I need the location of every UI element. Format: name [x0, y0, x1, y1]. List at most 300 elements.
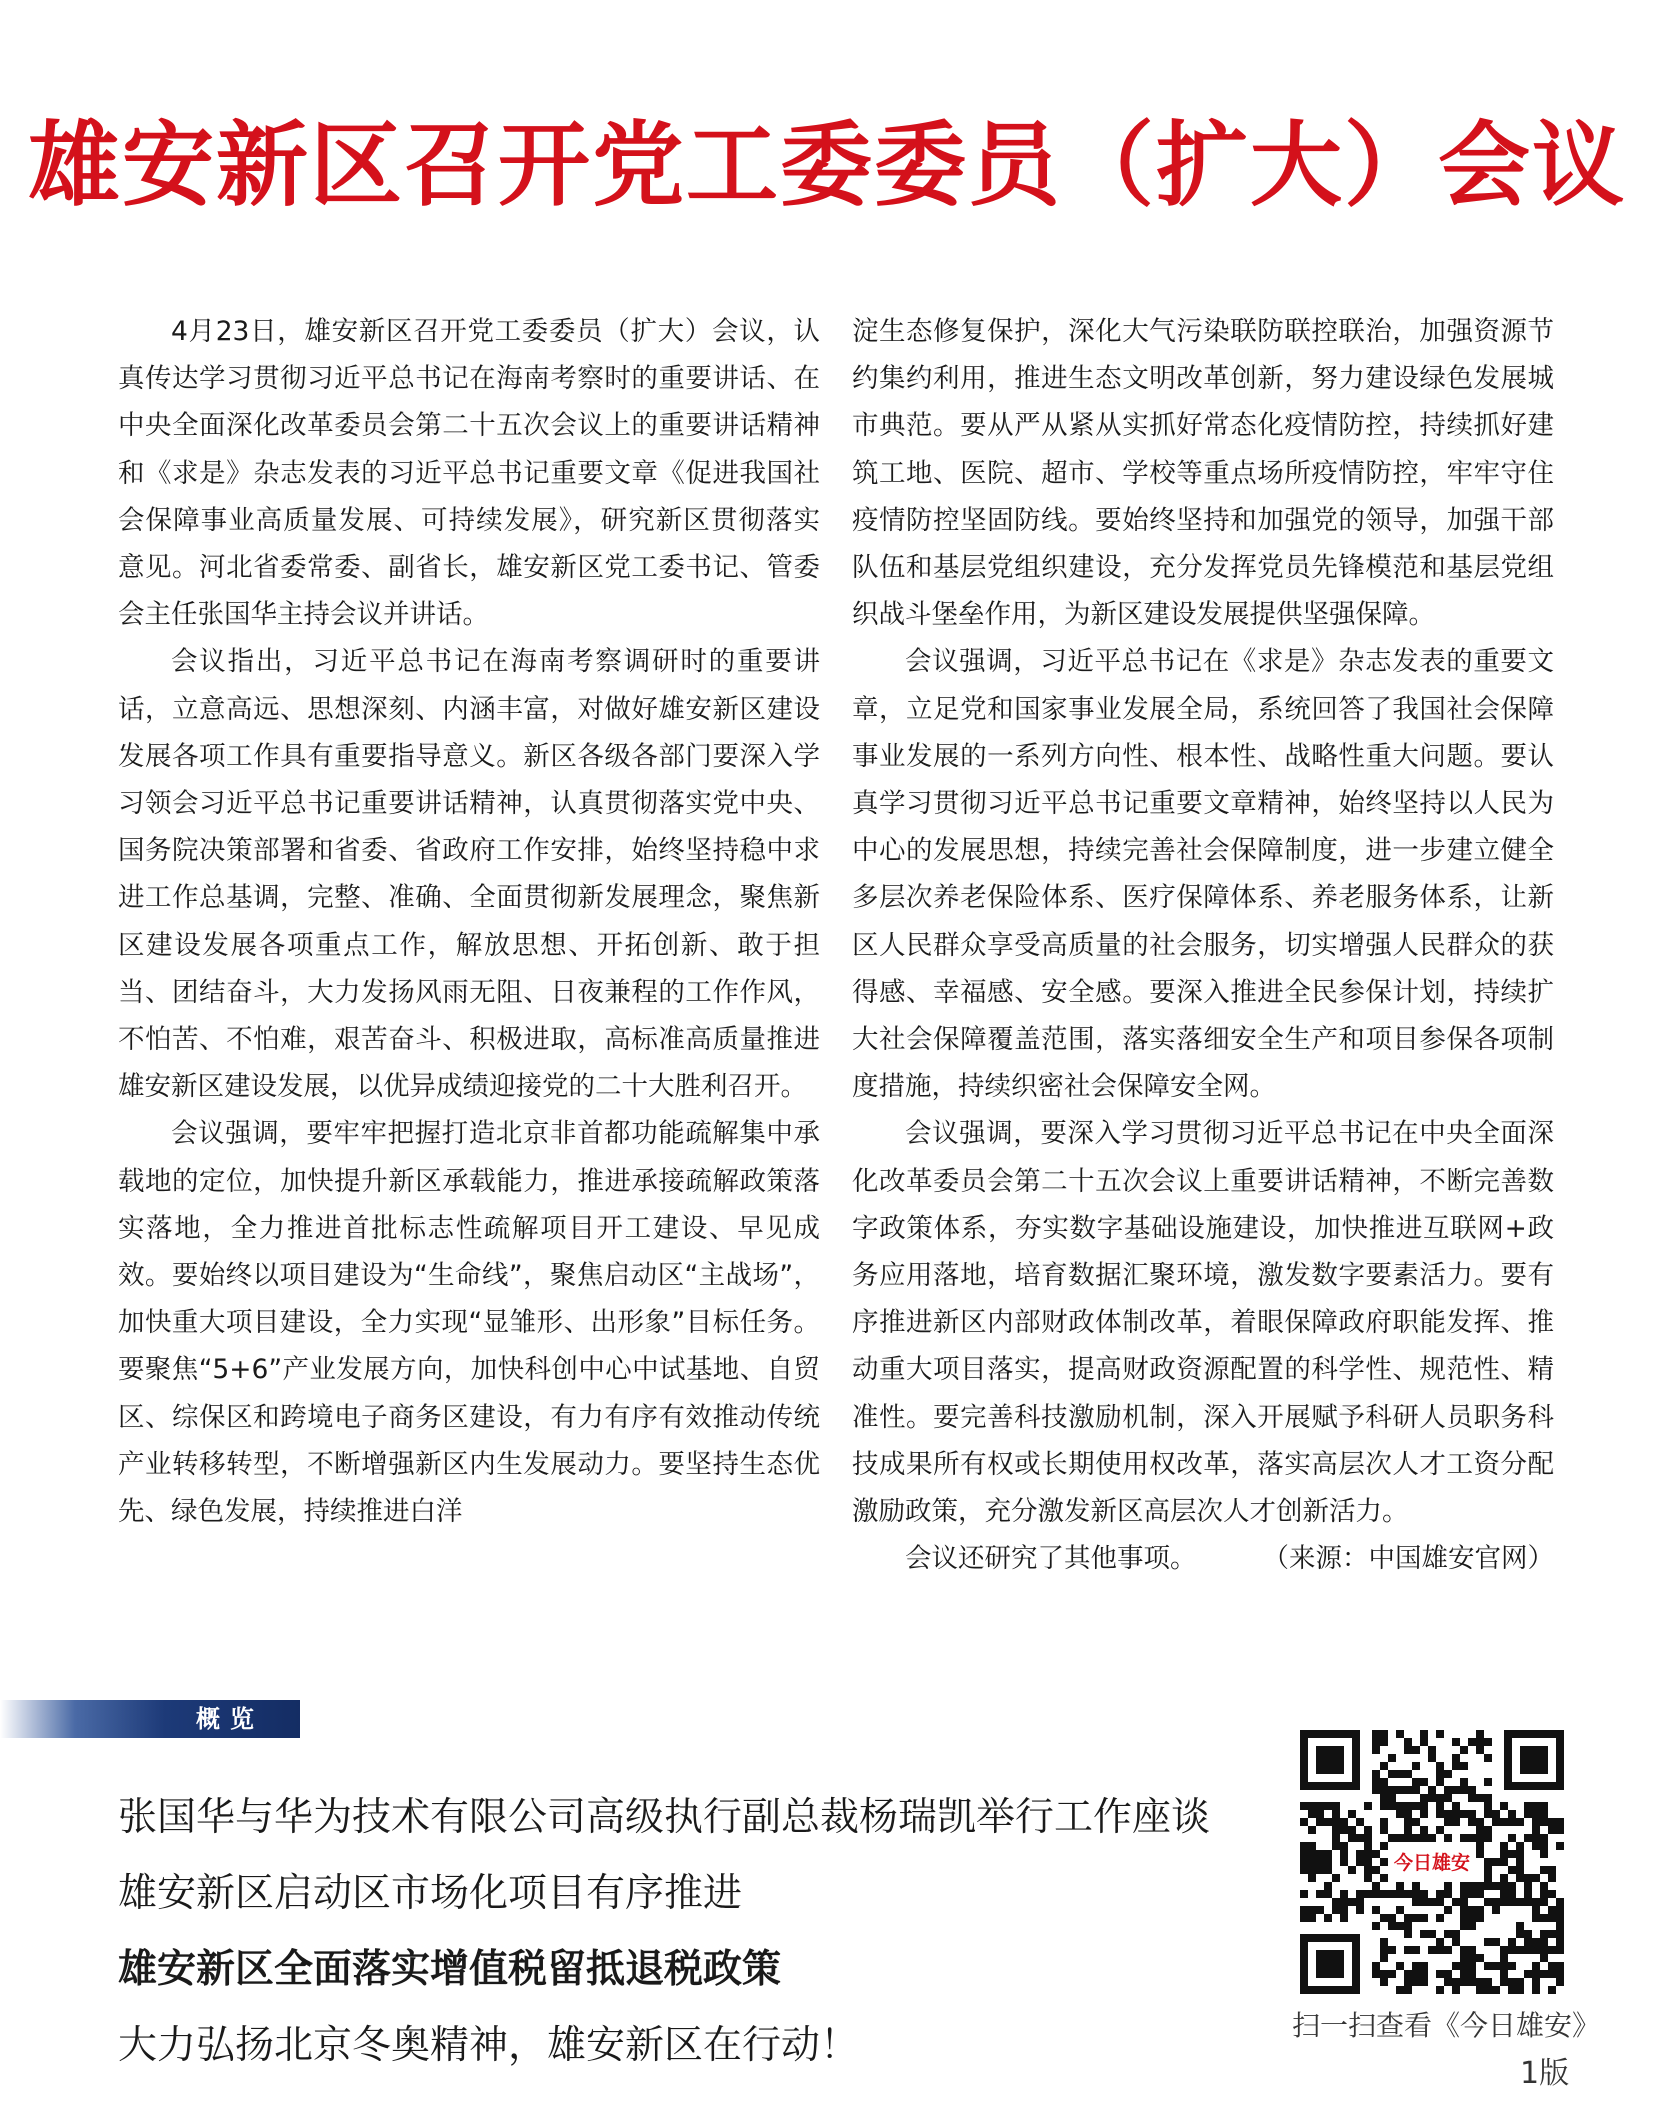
qr-module	[1484, 1794, 1492, 1802]
qr-module	[1516, 1850, 1524, 1858]
qr-module	[1324, 1802, 1332, 1810]
qr-module	[1412, 1746, 1420, 1754]
qr-module	[1388, 1970, 1396, 1978]
qr-module	[1524, 1946, 1532, 1954]
article-column-left	[118, 308, 820, 1535]
qr-module	[1404, 1810, 1412, 1818]
qr-module	[1460, 1922, 1468, 1930]
qr-module	[1540, 1842, 1548, 1850]
qr-module	[1460, 1954, 1468, 1962]
qr-module	[1460, 1946, 1468, 1954]
qr-module	[1492, 1986, 1500, 1994]
qr-module	[1556, 1922, 1564, 1930]
qr-module	[1300, 1906, 1308, 1914]
qr-module	[1420, 1834, 1428, 1842]
qr-module	[1396, 1890, 1404, 1898]
qr-finder	[1300, 1934, 1360, 1994]
qr-module	[1548, 1874, 1556, 1882]
qr-module	[1380, 1786, 1388, 1794]
qr-module	[1324, 1882, 1332, 1890]
qr-module	[1308, 1802, 1316, 1810]
qr-module	[1396, 1834, 1404, 1842]
qr-module	[1300, 1914, 1308, 1922]
qr-module	[1484, 1874, 1492, 1882]
qr-module	[1508, 1818, 1516, 1826]
qr-module	[1324, 1866, 1332, 1874]
qr-module	[1460, 1890, 1468, 1898]
qr-module	[1452, 1986, 1460, 1994]
qr-module	[1516, 1858, 1524, 1866]
qr-module	[1540, 1810, 1548, 1818]
qr-module	[1420, 1890, 1428, 1898]
qr-module	[1444, 1906, 1452, 1914]
qr-module	[1404, 1786, 1412, 1794]
qr-module	[1324, 1890, 1332, 1898]
qr-module	[1500, 1946, 1508, 1954]
qr-module	[1548, 1890, 1556, 1898]
qr-module	[1420, 1898, 1428, 1906]
qr-module	[1396, 1770, 1404, 1778]
qr-module	[1532, 1810, 1540, 1818]
qr-module	[1332, 1818, 1340, 1826]
qr-module	[1420, 1730, 1428, 1738]
qr-module	[1460, 1882, 1468, 1890]
qr-module	[1476, 1826, 1484, 1834]
qr-module	[1468, 1810, 1476, 1818]
qr-module	[1468, 1970, 1476, 1978]
qr-module	[1484, 1778, 1492, 1786]
qr-module	[1532, 1962, 1540, 1970]
overview-item[interactable]: 大力弘扬北京冬奥精神，雄安新区在行动！	[118, 2023, 860, 2068]
qr-module	[1452, 1738, 1460, 1746]
qr-code[interactable]	[1300, 1730, 1564, 1994]
qr-module	[1372, 1786, 1380, 1794]
qr-module	[1332, 1810, 1340, 1818]
qr-module	[1540, 1938, 1548, 1946]
qr-module	[1300, 1850, 1308, 1858]
qr-module	[1500, 1802, 1508, 1810]
qr-module	[1444, 1978, 1452, 1986]
qr-module	[1404, 1738, 1412, 1746]
qr-module	[1532, 1834, 1540, 1842]
qr-module	[1420, 1802, 1428, 1810]
qr-finder	[1300, 1730, 1360, 1790]
qr-module	[1500, 1850, 1508, 1858]
qr-module	[1300, 1842, 1308, 1850]
qr-module	[1556, 1826, 1564, 1834]
qr-module	[1396, 1730, 1404, 1738]
qr-module	[1364, 1866, 1372, 1874]
qr-module	[1340, 1906, 1348, 1914]
qr-module	[1356, 1858, 1364, 1866]
qr-module	[1452, 1754, 1460, 1762]
qr-module	[1460, 1898, 1468, 1906]
qr-module	[1444, 1770, 1452, 1778]
qr-module	[1492, 1882, 1500, 1890]
qr-module	[1332, 1802, 1340, 1810]
qr-module	[1372, 1962, 1380, 1970]
qr-module	[1316, 1890, 1324, 1898]
qr-module	[1516, 1874, 1524, 1882]
qr-module	[1388, 1786, 1396, 1794]
qr-module	[1372, 1922, 1380, 1930]
qr-module	[1380, 1954, 1388, 1962]
qr-module	[1476, 1890, 1484, 1898]
qr-module	[1372, 1746, 1380, 1754]
qr-module	[1452, 1962, 1460, 1970]
qr-module	[1428, 1834, 1436, 1842]
qr-module	[1524, 1970, 1532, 1978]
qr-module	[1372, 1778, 1380, 1786]
qr-module	[1468, 1978, 1476, 1986]
qr-module	[1380, 1978, 1388, 1986]
qr-module	[1340, 1858, 1348, 1866]
qr-module	[1380, 1938, 1388, 1946]
qr-module	[1548, 1826, 1556, 1834]
qr-module	[1500, 1954, 1508, 1962]
qr-module	[1380, 1874, 1388, 1882]
qr-module	[1468, 1738, 1476, 1746]
qr-module	[1340, 1818, 1348, 1826]
qr-module	[1436, 1810, 1444, 1818]
qr-module	[1364, 1874, 1372, 1882]
qr-module	[1316, 1810, 1324, 1818]
qr-module	[1460, 1746, 1468, 1754]
qr-module	[1548, 1914, 1556, 1922]
qr-module	[1404, 1930, 1412, 1938]
qr-module	[1548, 1946, 1556, 1954]
qr-module	[1420, 1978, 1428, 1986]
qr-module	[1468, 1954, 1476, 1962]
qr-module	[1308, 1914, 1316, 1922]
qr-module	[1396, 1986, 1404, 1994]
qr-module	[1308, 1874, 1316, 1882]
qr-module	[1484, 1882, 1492, 1890]
qr-module	[1460, 1978, 1468, 1986]
qr-module	[1356, 1850, 1364, 1858]
qr-module	[1540, 1802, 1548, 1810]
closing-text: 会议还研究了其他事项。	[905, 1543, 1197, 1575]
qr-module	[1300, 1858, 1308, 1866]
qr-module	[1460, 1962, 1468, 1970]
qr-module	[1460, 1786, 1468, 1794]
overview-item[interactable]: 张国华与华为技术有限公司高级执行副总裁杨瑞凯举行工作座谈	[118, 1795, 1211, 1840]
qr-module	[1436, 1890, 1444, 1898]
qr-module	[1556, 1914, 1564, 1922]
qr-module	[1396, 1922, 1404, 1930]
qr-module	[1324, 1818, 1332, 1826]
qr-module	[1388, 1802, 1396, 1810]
qr-module	[1388, 1770, 1396, 1778]
qr-module	[1348, 1834, 1356, 1842]
qr-module	[1508, 1986, 1516, 1994]
qr-module	[1420, 1914, 1428, 1922]
qr-module	[1324, 1858, 1332, 1866]
qr-module	[1308, 1858, 1316, 1866]
qr-module	[1476, 1738, 1484, 1746]
qr-module	[1476, 1818, 1484, 1826]
qr-module	[1332, 1898, 1340, 1906]
qr-module	[1524, 1938, 1532, 1946]
qr-module	[1308, 1826, 1316, 1834]
qr-module	[1436, 1730, 1444, 1738]
qr-module	[1340, 1842, 1348, 1850]
qr-module	[1476, 1882, 1484, 1890]
qr-module	[1332, 1906, 1340, 1914]
qr-module	[1532, 1946, 1540, 1954]
qr-module	[1428, 1794, 1436, 1802]
qr-module	[1468, 1914, 1476, 1922]
qr-module	[1372, 1906, 1380, 1914]
qr-module	[1532, 1986, 1540, 1994]
qr-module	[1436, 1898, 1444, 1906]
qr-module	[1508, 1946, 1516, 1954]
qr-module	[1300, 1866, 1308, 1874]
qr-module	[1436, 1938, 1444, 1946]
qr-logo-text: 今日雄安	[1393, 1852, 1471, 1874]
qr-module	[1508, 1962, 1516, 1970]
qr-module	[1556, 1946, 1564, 1954]
qr-module	[1412, 1778, 1420, 1786]
qr-module	[1428, 1754, 1436, 1762]
qr-module	[1484, 1858, 1492, 1866]
qr-module	[1380, 1826, 1388, 1834]
qr-module	[1436, 1970, 1444, 1978]
qr-module	[1316, 1906, 1324, 1914]
article-paragraph: 会议指出，习近平总书记在海南考察调研时的重要讲话，立意高远、思想深刻、内涵丰富，对做好雄安新区建设发展各项工作具有重要指导意义。新区各级各部门要深入学习领会习近平总书记重要讲话精神，认真贯彻落实党中央、国务院决策部署和省委、省政府工作安排，始终坚持稳中求进工作总基调，完整、准确、全面贯彻新发展理念，聚焦新区建设发展各项重点工作，解放思想、开拓创新、敢于担当、团结奋斗，大力发扬风雨无阻、日夜兼程的工作作风，不怕苦、不怕难，艰苦奋斗、积极进取，高标准高质量推进雄安新区建设发展，以优异成绩迎接党的二十大胜利召开。	[118, 646, 820, 1103]
qr-module	[1396, 1906, 1404, 1914]
qr-module	[1412, 1786, 1420, 1794]
qr-logo	[1388, 1842, 1476, 1882]
qr-module	[1332, 1842, 1340, 1850]
qr-module	[1452, 1898, 1460, 1906]
qr-module	[1332, 1826, 1340, 1834]
qr-module	[1372, 1770, 1380, 1778]
qr-module	[1420, 1738, 1428, 1746]
qr-module	[1396, 1786, 1404, 1794]
qr-module	[1404, 1970, 1412, 1978]
qr-module	[1404, 1978, 1412, 1986]
qr-module	[1556, 1978, 1564, 1986]
qr-module	[1348, 1810, 1356, 1818]
qr-module	[1460, 1970, 1468, 1978]
qr-module	[1364, 1842, 1372, 1850]
qr-module	[1516, 1930, 1524, 1938]
qr-module	[1428, 1898, 1436, 1906]
qr-module	[1380, 1970, 1388, 1978]
qr-module	[1532, 1938, 1540, 1946]
qr-module	[1396, 1802, 1404, 1810]
qr-module	[1532, 1898, 1540, 1906]
qr-module	[1500, 1818, 1508, 1826]
qr-module	[1540, 1866, 1548, 1874]
qr-module	[1380, 1890, 1388, 1898]
qr-module	[1468, 1882, 1476, 1890]
qr-module	[1524, 1810, 1532, 1818]
qr-module	[1428, 1746, 1436, 1754]
qr-module	[1548, 1906, 1556, 1914]
qr-module	[1468, 1818, 1476, 1826]
qr-module	[1500, 1970, 1508, 1978]
qr-module	[1556, 1930, 1564, 1938]
qr-module	[1516, 1978, 1524, 1986]
qr-module	[1332, 1874, 1340, 1882]
qr-module	[1404, 1922, 1412, 1930]
qr-module	[1516, 1866, 1524, 1874]
qr-module	[1492, 1962, 1500, 1970]
article-paragraph: 4月23日，雄安新区召开党工委委员（扩大）会议，认真传达学习贯彻习近平总书记在海南考察时的重要讲话、在中央全面深化改革委员会第二十五次会议上的重要讲话精神和《求是》杂志发表的习近平总书记重要文章《促进我国社会保障事业高质量发展、可持续发展》，研究新区贯彻落实意见。河北省委常委、副省长，雄安新区党工委书记、管委会主任张国华主持会议并讲话。	[118, 316, 820, 631]
qr-module	[1388, 1914, 1396, 1922]
qr-module	[1380, 1762, 1388, 1770]
qr-module	[1404, 1834, 1412, 1842]
qr-module	[1428, 1786, 1436, 1794]
qr-module	[1484, 1938, 1492, 1946]
qr-module	[1396, 1810, 1404, 1818]
qr-module	[1540, 1818, 1548, 1826]
qr-module	[1492, 1906, 1500, 1914]
qr-module	[1412, 1978, 1420, 1986]
qr-module	[1468, 1834, 1476, 1842]
qr-module	[1444, 1794, 1452, 1802]
qr-module	[1556, 1938, 1564, 1946]
article-closing	[852, 1535, 1554, 1582]
qr-module	[1404, 1746, 1412, 1754]
qr-module	[1380, 1946, 1388, 1954]
overview-item[interactable]: 雄安新区启动区市场化项目有序推进	[118, 1871, 743, 1916]
qr-module	[1436, 1914, 1444, 1922]
qr-module	[1388, 1794, 1396, 1802]
qr-module	[1316, 1818, 1324, 1826]
qr-module	[1420, 1810, 1428, 1818]
qr-module	[1444, 1834, 1452, 1842]
qr-module	[1340, 1898, 1348, 1906]
qr-module	[1372, 1970, 1380, 1978]
qr-module	[1372, 1730, 1380, 1738]
qr-module	[1508, 1938, 1516, 1946]
qr-module	[1444, 1818, 1452, 1826]
qr-module	[1412, 1762, 1420, 1770]
qr-caption: 扫一扫查看《今日雄安》	[1292, 2009, 1601, 2042]
qr-module	[1476, 1906, 1484, 1914]
qr-module	[1516, 1818, 1524, 1826]
qr-module	[1452, 1978, 1460, 1986]
qr-module	[1372, 1882, 1380, 1890]
qr-module	[1484, 1810, 1492, 1818]
qr-module	[1476, 1986, 1484, 1994]
qr-module	[1316, 1866, 1324, 1874]
qr-module	[1308, 1810, 1316, 1818]
qr-module	[1492, 1938, 1500, 1946]
qr-module	[1508, 1898, 1516, 1906]
qr-module	[1476, 1978, 1484, 1986]
qr-module	[1500, 1874, 1508, 1882]
qr-module	[1540, 1970, 1548, 1978]
qr-module	[1524, 1874, 1532, 1882]
qr-module	[1356, 1890, 1364, 1898]
qr-module	[1436, 1778, 1444, 1786]
qr-module	[1452, 1762, 1460, 1770]
qr-module	[1356, 1898, 1364, 1906]
qr-module	[1532, 1802, 1540, 1810]
qr-module	[1364, 1890, 1372, 1898]
qr-module	[1420, 1930, 1428, 1938]
qr-module	[1500, 1898, 1508, 1906]
qr-module	[1532, 1914, 1540, 1922]
qr-module	[1404, 1818, 1412, 1826]
qr-module	[1492, 1810, 1500, 1818]
qr-module	[1468, 1946, 1476, 1954]
qr-module	[1412, 1970, 1420, 1978]
qr-module	[1532, 1818, 1540, 1826]
qr-module	[1476, 1730, 1484, 1738]
qr-module	[1396, 1962, 1404, 1970]
qr-module	[1364, 1802, 1372, 1810]
qr-module	[1444, 1930, 1452, 1938]
qr-module	[1532, 1842, 1540, 1850]
qr-module	[1532, 1978, 1540, 1986]
qr-module	[1484, 1986, 1492, 1994]
qr-module	[1340, 1914, 1348, 1922]
qr-module	[1452, 1818, 1460, 1826]
qr-module	[1444, 1882, 1452, 1890]
qr-module	[1484, 1834, 1492, 1842]
qr-module	[1532, 1826, 1540, 1834]
qr-module	[1476, 1850, 1484, 1858]
qr-module	[1300, 1890, 1308, 1898]
qr-module	[1508, 1866, 1516, 1874]
qr-module	[1356, 1906, 1364, 1914]
qr-module	[1364, 1850, 1372, 1858]
qr-module	[1540, 1890, 1548, 1898]
qr-module	[1540, 1914, 1548, 1922]
qr-module	[1532, 1906, 1540, 1914]
qr-module	[1388, 1922, 1396, 1930]
qr-module	[1476, 1834, 1484, 1842]
qr-module	[1316, 1802, 1324, 1810]
page-number: 1版	[1520, 2056, 1570, 2091]
qr-module	[1300, 1818, 1308, 1826]
qr-module	[1428, 1930, 1436, 1938]
qr-module	[1420, 1778, 1428, 1786]
qr-module	[1508, 1810, 1516, 1818]
qr-module	[1404, 1914, 1412, 1922]
qr-module	[1412, 1914, 1420, 1922]
qr-module	[1476, 1746, 1484, 1754]
qr-module	[1508, 1890, 1516, 1898]
qr-module	[1348, 1826, 1356, 1834]
qr-module	[1524, 1802, 1532, 1810]
qr-module	[1508, 1834, 1516, 1842]
qr-module	[1308, 1842, 1316, 1850]
qr-module	[1460, 1906, 1468, 1914]
qr-module	[1484, 1898, 1492, 1906]
qr-module	[1356, 1834, 1364, 1842]
qr-module	[1404, 1826, 1412, 1834]
qr-module	[1452, 1786, 1460, 1794]
qr-module	[1412, 1890, 1420, 1898]
qr-module	[1372, 1890, 1380, 1898]
qr-module	[1412, 1818, 1420, 1826]
overview-item[interactable]: 雄安新区全面落实增值税留抵退税政策	[118, 1947, 782, 1992]
qr-module	[1540, 1954, 1548, 1962]
qr-module	[1332, 1834, 1340, 1842]
qr-module	[1380, 1842, 1388, 1850]
qr-module	[1500, 1962, 1508, 1970]
qr-module	[1340, 1850, 1348, 1858]
qr-module	[1452, 1930, 1460, 1938]
qr-module	[1364, 1858, 1372, 1866]
qr-module	[1452, 1938, 1460, 1946]
